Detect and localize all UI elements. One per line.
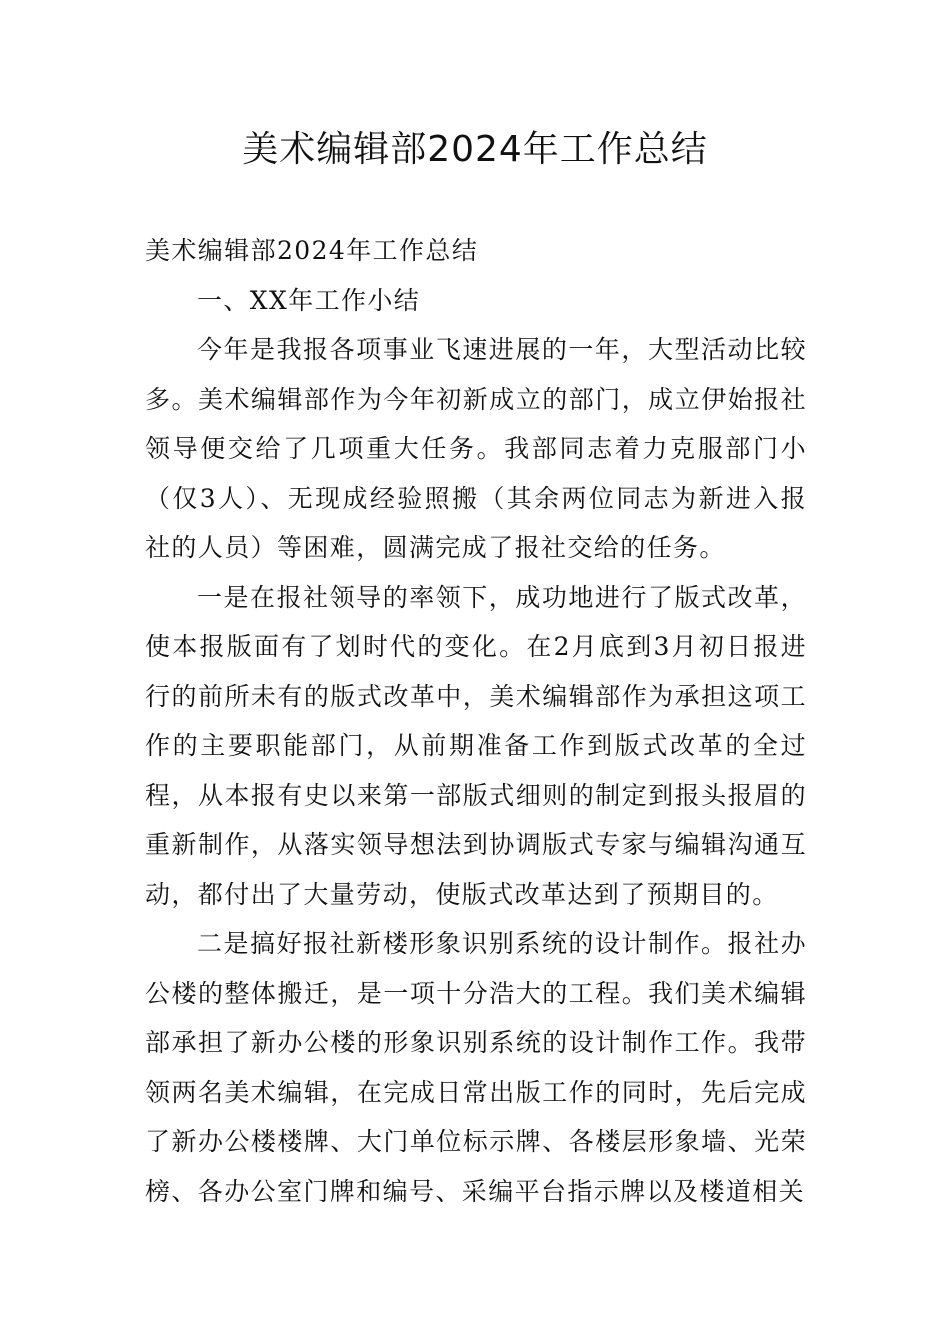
document-body <box>145 226 807 1216</box>
document-title: 美术编辑部2024年工作总结 <box>242 129 708 170</box>
section-heading: 一、XX年工作小结 <box>197 285 421 315</box>
paragraph-2: 一是在报社领导的率领下，成功地进行了版式改革，使本报版面有了划时代的变化。在2月底到3月初日报进行的前所未有的版式改革中，美术编辑部作为承担这项工作的主要职能部门，从前期准备工作到版式改革的全过程，从本报有史以来第一部版式细则的制定到报头报眉的重新制作，从落实领导想法到协调版式专家与编辑沟通互动，都付出了大量劳动，使版式改革达到了预期目的。 <box>145 582 807 909</box>
paragraph-3: 二是搞好报社新楼形象识别系统的设计制作。报社办公楼的整体搬迁，是一项十分浩大的工程。我们美术编辑部承担了新办公楼的形象识别系统的设计制作工作。我带领两名美术编辑，在完成日常出版工作的同时，先后完成了新办公楼楼牌、大门单位标示牌、各楼层形象墙、光荣榜、各办公室门牌和编号、采编平台指示牌以及楼道相关 <box>145 929 807 1206</box>
document-subtitle: 美术编辑部2024年工作总结 <box>145 236 479 265</box>
paragraph-1: 今年是我报各项事业飞速进展的一年，大型活动比较多。美术编辑部作为今年初新成立的部门，成立伊始报社领导便交给了几项重大任务。我部同志着力克服部门小（仅3人）、无现成经验照搬（其余两位同志为新进入报社的人员）等困难，圆满完成了报社交给的任务。 <box>145 335 807 562</box>
